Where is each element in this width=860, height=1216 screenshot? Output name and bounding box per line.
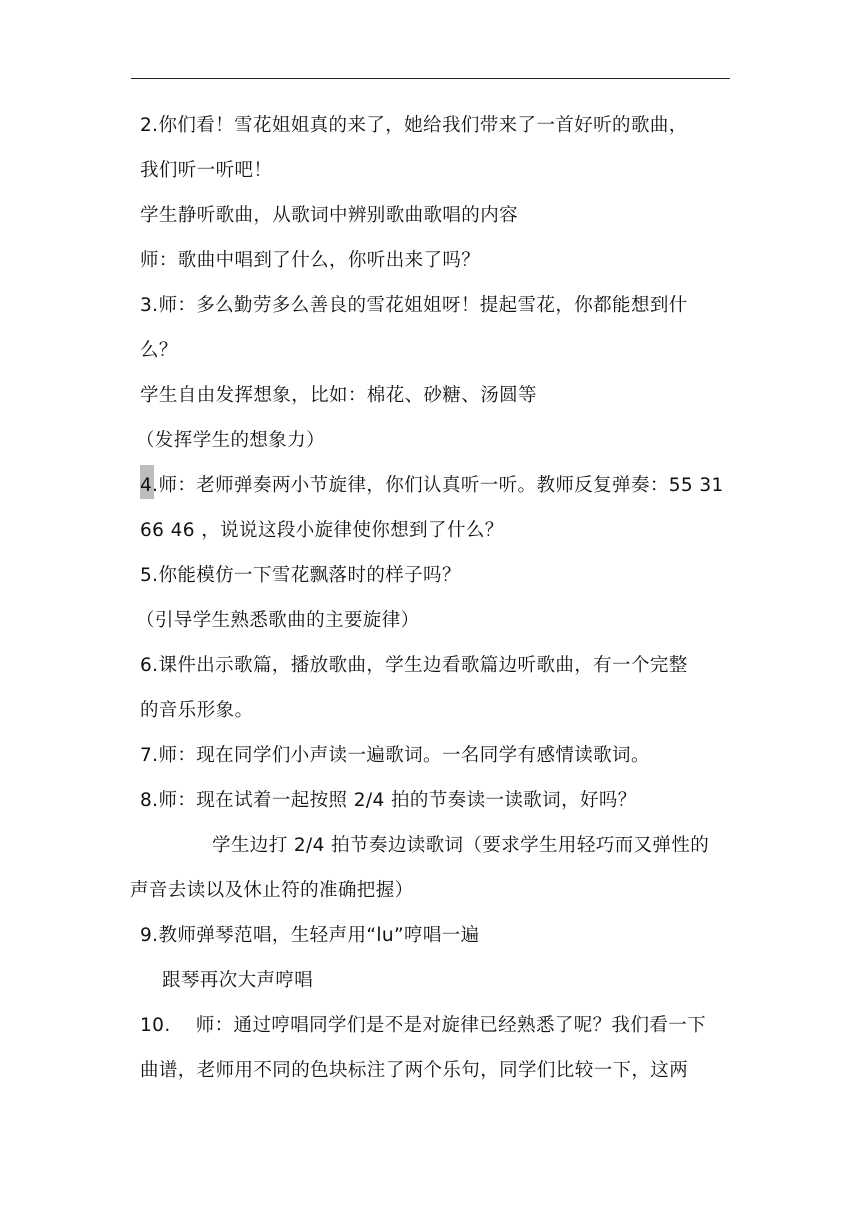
text-line-9: 4.师：老师弹奏两小节旋律，你们认真听一听。教师反复弹奏：55 31 — [140, 475, 724, 496]
text-line-11: 5.你能模仿一下雪花飘落时的样子吗？ — [140, 565, 461, 586]
header-rule — [131, 78, 730, 79]
text-line-7: 学生自由发挥想象，比如：棉花、砂糖、汤圆等 — [140, 385, 537, 406]
text-line-15: 7.师：现在同学们小声读一遍歌词。一名同学有感情读歌词。 — [140, 745, 650, 766]
text-line-12: （引导学生熟悉歌曲的主要旋律） — [136, 610, 420, 631]
text-line-5: 3.师：多么勤劳多么善良的雪花姐姐呀！提起雪花，你都能想到什 — [140, 295, 688, 316]
text-line-4: 师：歌曲中唱到了什么，你听出来了吗？ — [140, 250, 481, 271]
text-line-6: 么？ — [140, 340, 178, 361]
text-line-13: 6.课件出示歌篇，播放歌曲，学生边看歌篇边听歌曲，有一个完整 — [140, 655, 688, 676]
text-line-2: 我们听一听吧！ — [140, 160, 273, 181]
text-line-3: 学生静听歌曲，从歌词中辨别歌曲歌唱的内容 — [140, 205, 519, 226]
text-line-22: 曲谱，老师用不同的色块标注了两个乐句，同学们比较一下，这两 — [140, 1060, 689, 1081]
text-line-8: （发挥学生的想象力） — [136, 430, 326, 451]
text-line-1: 2.你们看！雪花姐姐真的来了，她给我们带来了一首好听的歌曲， — [140, 115, 688, 136]
text-line-14: 的音乐形象。 — [140, 700, 254, 721]
text-line-19: 9.教师弹琴范唱，生轻声用“lu”哼唱一遍 — [140, 925, 480, 946]
text-line-20: 跟琴再次大声哼唱 — [162, 970, 314, 991]
text-line-17: 学生边打 2/4 拍节奏边读歌词（要求学生用轻巧而又弹性的 — [212, 835, 710, 856]
text-line-21: 10. 师：通过哼唱同学们是不是对旋律已经熟悉了呢？我们看一下 — [140, 1015, 707, 1036]
text-line-16: 8.师：现在试着一起按照 2/4 拍的节奏读一读歌词，好吗？ — [140, 790, 637, 811]
text-line-10: 66 46 ，说说这段小旋律使你想到了什么？ — [140, 520, 504, 541]
text-line-18: 声音去读以及休止符的准确把握） — [130, 880, 414, 901]
